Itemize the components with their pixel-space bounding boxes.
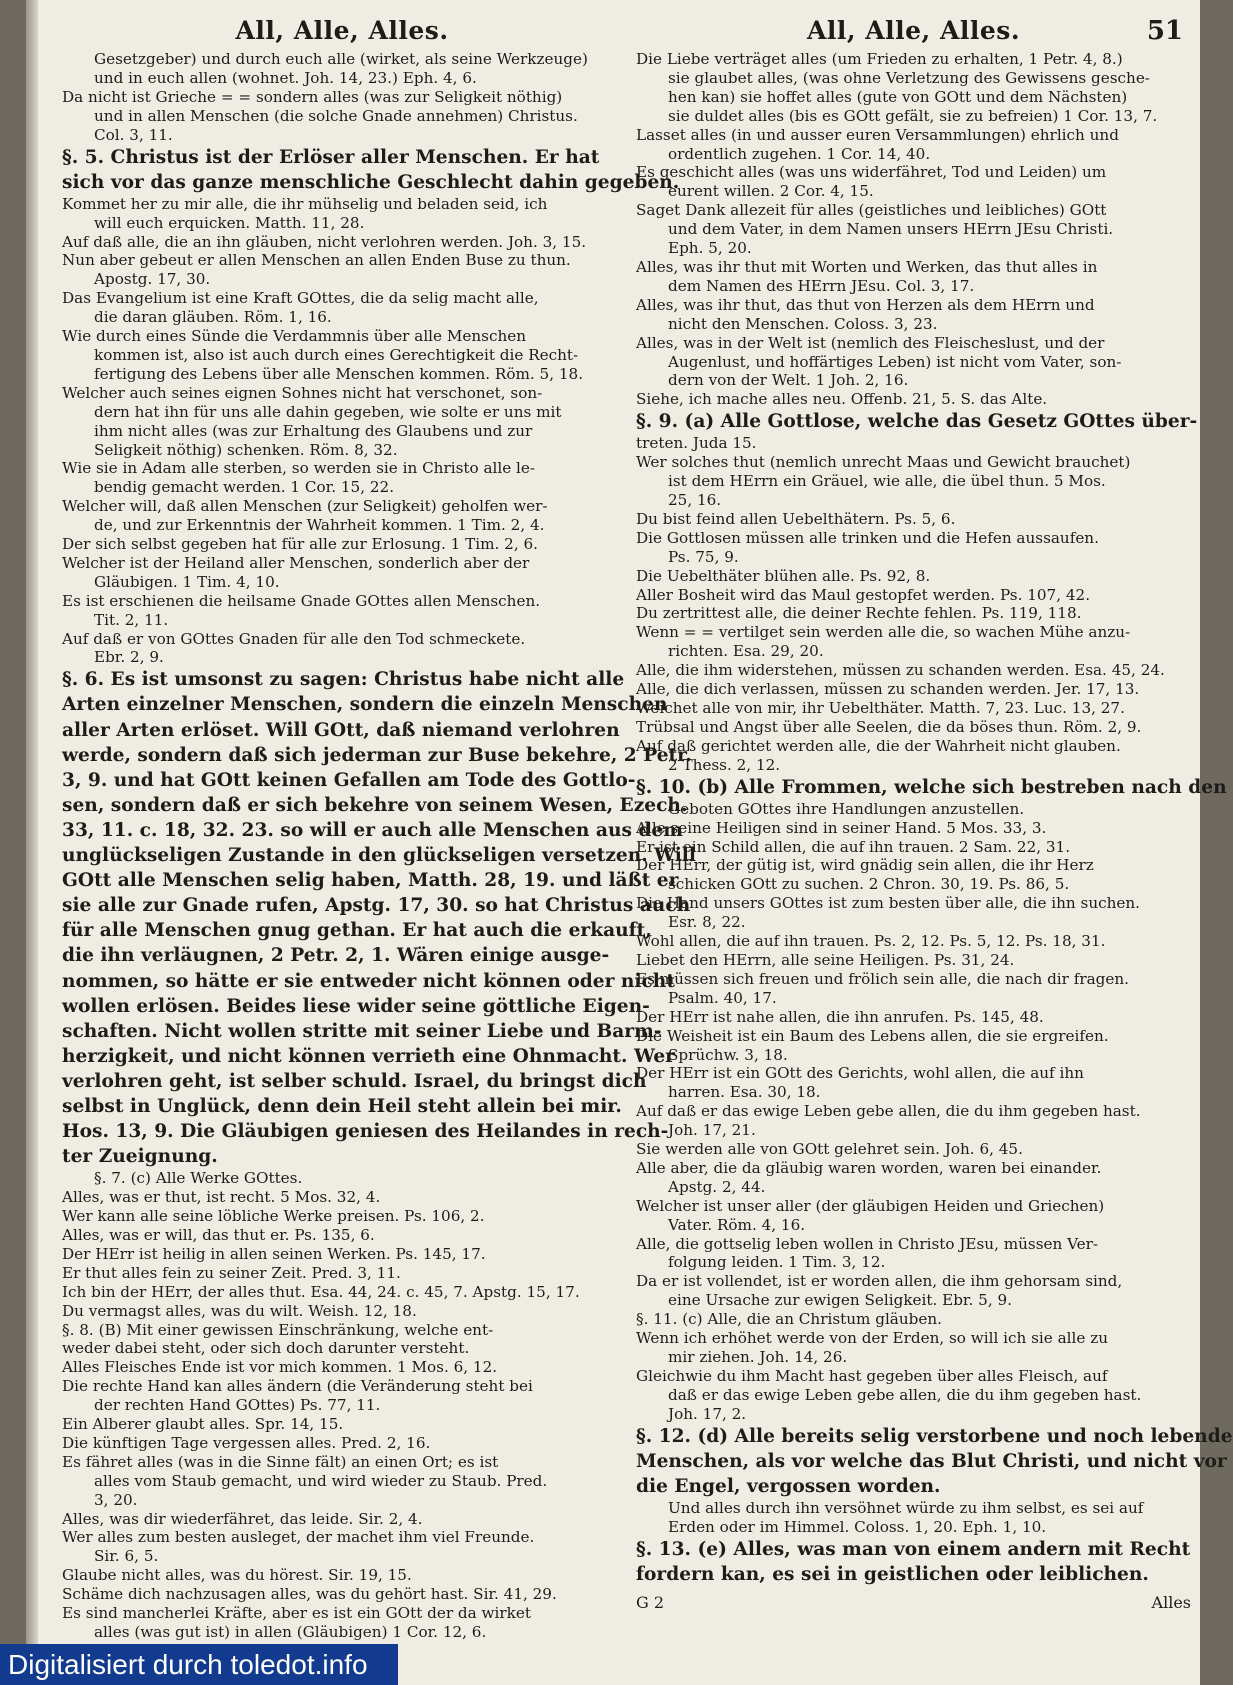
catchword: Alles [1151, 1592, 1191, 1612]
signature-mark: G 2 [636, 1592, 665, 1612]
text-line: sen, sondern daß er sich bekehre von seinem Wesen, Ezech. [62, 794, 688, 816]
text-line: Welcher ist der Heiland aller Menschen, sonderlich aber der [62, 553, 530, 572]
text-line: Es müssen sich freuen und frölich sein alle, die nach dir fragen. [636, 969, 1129, 988]
text-line: Alle, die gottselig leben wollen in Christo JEsu, müssen Ver- [636, 1234, 1099, 1253]
right-text-block [636, 50, 1233, 1587]
text-line: 2 Thess. 2, 12. [668, 755, 781, 774]
text-line: aller Arten erlöset. Will GOtt, daß niemand verlohren [62, 719, 620, 741]
text-line: weder dabei steht, oder sich doch darunter versteht. [62, 1339, 470, 1358]
text-line: Hos. 13, 9. Die Gläubigen geniesen des Heilandes in rech- [62, 1121, 669, 1143]
text-line: §. 7. (c) Alle Werke GOttes. [94, 1169, 303, 1188]
text-line: Der sich selbst gegeben hat für alle zur Erlosung. 1 Tim. 2, 6. [62, 535, 538, 554]
text-line: Die Hand unsers GOttes ist zum besten über alle, die ihn suchen. [636, 894, 1140, 913]
text-line: Die Uebelthäter blühen alle. Ps. 92, 8. [636, 566, 931, 585]
text-line: kommen ist, also ist auch durch eines Gerechtigkeit die Recht- [94, 345, 579, 364]
text-line: sie alle zur Gnade rufen, Apstg. 17, 30. so hat Christus auch [62, 895, 691, 917]
text-line: Lasset alles (in und ausser euren Versammlungen) ehrlich und [636, 125, 1119, 144]
text-line: Apostg. 17, 30. [94, 270, 211, 289]
text-line: Alle, die dich verlassen, müssen zu schanden werden. Jer. 17, 13. [636, 680, 1140, 699]
text-line: für alle Menschen gnug gethan. Er hat auch die erkauft, [62, 920, 652, 942]
text-line: Kommet her zu mir alle, die ihr mühselig und beladen seid, ich [62, 194, 548, 213]
text-line: unglückseligen Zustande in den glückseligen versetzen. Will [62, 845, 696, 867]
text-line: §. 11. (c) Alle, die an Christum gläuben. [636, 1310, 942, 1329]
text-line: Sir. 6, 5. [94, 1547, 159, 1566]
text-line: Seligkeit nöthig) schenken. Röm. 8, 32. [94, 440, 398, 459]
text-line: und in euch allen (wohnet. Joh. 14, 23.) Eph. 4, 6. [94, 68, 477, 87]
text-line: treten. Juda 15. [636, 434, 757, 453]
text-line: Alles Fleisches Ende ist vor mich kommen. 1 Mos. 6, 12. [62, 1358, 498, 1377]
text-line: Alles, was in der Welt ist (nemlich des Fleischeslust, und der [636, 333, 1105, 352]
text-line: Die rechte Hand kan alles ändern (die Veränderung steht bei [62, 1377, 533, 1396]
text-line: §. 5. Christus ist der Erlöser aller Menschen. Er hat [62, 146, 600, 168]
text-line: Tit. 2, 11. [94, 610, 169, 629]
text-line: Es ist erschienen die heilsame Gnade GOttes allen Menschen. [62, 591, 541, 610]
text-line: Ps. 75, 9. [668, 547, 739, 566]
digitization-watermark[interactable]: Digitalisiert durch toledot.info [0, 1644, 398, 1685]
text-line: folgung leiden. 1 Tim. 3, 12. [668, 1253, 886, 1272]
text-line: Das Evangelium ist eine Kraft GOttes, die da selig macht alle, [62, 289, 539, 308]
text-line: Der HErr ist nahe allen, die ihn anrufen. Ps. 145, 48. [636, 1007, 1044, 1026]
text-line: Wohl allen, die auf ihn trauen. Ps. 2, 12. Ps. 5, 12. Ps. 18, 31. [636, 932, 1106, 951]
text-line: GOtt alle Menschen selig haben, Matth. 28, 19. und läßt er [62, 870, 679, 892]
text-line: Der HErr ist ein GOtt des Gerichts, wohl allen, die auf ihn [636, 1064, 1084, 1083]
text-line: §. 10. (b) Alle Frommen, welche sich bestreben nach den [636, 776, 1227, 798]
text-line: Alles, was dir wiederfähret, das leide. Sir. 2, 4. [62, 1509, 423, 1528]
text-line: Liebet den HErrn, alle seine Heiligen. Ps. 31, 24. [636, 950, 1015, 969]
right-header-text: All, Alle, Alles. [806, 16, 1021, 45]
text-line: Esr. 8, 22. [668, 913, 746, 932]
text-line: nommen, so hätte er sie entweder nicht können oder nicht [62, 970, 675, 992]
text-line: fordern kan, es sei in geistlichen oder leiblichen. [636, 1563, 1149, 1585]
text-line: Welcher ist unser aller (der gläubigen Heiden und Griechen) [636, 1196, 1105, 1215]
page-number: 51 [1146, 16, 1183, 46]
text-line: 3, 20. [94, 1490, 138, 1509]
text-line: Welcher will, daß allen Menschen (zur Seligkeit) geholfen wer- [62, 497, 548, 516]
text-line: Du bist feind allen Uebelthätern. Ps. 5, 6. [636, 509, 956, 528]
text-line: eine Ursache zur ewigen Seligkeit. Ebr. 5, 9. [668, 1291, 1012, 1310]
text-line: §. 13. (e) Alles, was man von einem andern mit Recht [636, 1538, 1191, 1560]
text-line: sie glaubet alles, (was ohne Verletzung des Gewissens gesche- [668, 68, 1150, 87]
text-line: Vater. Röm. 4, 16. [668, 1215, 806, 1234]
text-line: Alle seine Heiligen sind in seiner Hand. 5 Mos. 33, 3. [636, 818, 1047, 837]
text-line: Geboten GOttes ihre Handlungen anzustellen. [668, 799, 1025, 818]
text-line: Der HErr ist heilig in allen seinen Werken. Ps. 145, 17. [62, 1244, 486, 1263]
text-line: Wer solches thut (nemlich unrecht Maas und Gewicht brauchet) [636, 453, 1131, 472]
text-line: Sprüchw. 3, 18. [668, 1045, 788, 1064]
text-line: Auf daß alle, die an ihn gläuben, nicht verlohren werden. Joh. 3, 15. [62, 232, 587, 251]
text-line: werde, sondern daß sich jederman zur Buse bekehre, 2 Petr. [62, 744, 692, 766]
text-line: selbst in Unglück, denn dein Heil steht allein bei mir. [62, 1095, 622, 1117]
text-line: Die Gottlosen müssen alle trinken und die Hefen aussaufen. [636, 528, 1099, 547]
text-line: dern hat ihn für uns alle dahin gegeben, wie solte er uns mit [94, 402, 562, 421]
text-line: Nun aber gebeut er allen Menschen an allen Enden Buse zu thun. [62, 251, 571, 270]
text-line: Aller Bosheit wird das Maul gestopfet werden. Ps. 107, 42. [636, 585, 1091, 604]
text-line: Psalm. 40, 17. [668, 988, 777, 1007]
text-line: Der HErr, der gütig ist, wird gnädig sein allen, die ihr Herz [636, 856, 1094, 875]
text-line: eurent willen. 2 Cor. 4, 15. [668, 182, 874, 201]
text-line: dern von der Welt. 1 Joh. 2, 16. [668, 371, 909, 390]
text-line: Menschen, als vor welche das Blut Christi, und nicht vor [636, 1450, 1227, 1472]
text-line: Saget Dank allezeit für alles (geistliches und leibliches) GOtt [636, 201, 1107, 220]
text-line: und dem Vater, in dem Namen unsers HErrn JEsu Christi. [668, 220, 1114, 239]
text-line: ist dem HErrn ein Gräuel, wie alle, die übel thun. 5 Mos. [668, 472, 1106, 491]
text-line: daß er das ewige Leben gebe allen, die du ihm gegeben hast. [668, 1385, 1142, 1404]
text-line: Alles, was ihr thut, das thut von Herzen als dem HErrn und [636, 295, 1095, 314]
text-line: Gleichwie du ihm Macht hast gegeben über alles Fleisch, auf [636, 1366, 1108, 1385]
text-line: sich vor das ganze menschliche Geschlecht dahin gegeben. [62, 171, 680, 193]
text-line: Alle aber, die da gläubig waren worden, waren bei einander. [636, 1158, 1102, 1177]
text-line: Wie sie in Adam alle sterben, so werden sie in Christo alle le- [62, 459, 536, 478]
text-line: bendig gemacht werden. 1 Cor. 15, 22. [94, 478, 395, 497]
text-line: Auf daß er von GOttes Gnaden für alle den Tod schmeckete. [62, 629, 526, 648]
text-line: Auf daß er das ewige Leben gebe allen, die du ihm gegeben hast. [636, 1102, 1141, 1121]
text-line: §. 9. (a) Alle Gottlose, welche das Gesetz GOttes über- [636, 411, 1198, 433]
text-line: die daran gläuben. Röm. 1, 16. [94, 308, 332, 327]
text-line: ihm nicht alles (was zur Erhaltung des Glaubens und zur [94, 421, 533, 440]
text-line: §. 6. Es ist umsonst zu sagen: Christus habe nicht alle [62, 669, 625, 691]
text-line: Es geschicht alles (was uns widerfähret, Tod und Leiden) um [636, 163, 1107, 182]
text-line: Ebr. 2, 9. [94, 648, 164, 667]
text-line: Welcher auch seines eignen Sohnes nicht hat verschonet, son- [62, 383, 543, 402]
text-line: Wie durch eines Sünde die Verdammnis über alle Menschen [62, 327, 527, 346]
text-line: Schäme dich nachzusagen alles, was du gehört hast. Sir. 41, 29. [62, 1585, 557, 1604]
text-line: will euch erquicken. Matth. 11, 28. [94, 213, 365, 232]
text-line: Wer alles zum besten ausleget, der machet ihm viel Freunde. [62, 1528, 535, 1547]
text-line: Erden oder im Himmel. Coloss. 1, 20. Eph. 1, 10. [668, 1517, 1047, 1536]
text-line: §. 12. (d) Alle bereits selig verstorbene und noch lebende [636, 1425, 1233, 1447]
text-line: Und alles durch ihn versöhnet würde zu ihm selbst, es sei auf [668, 1498, 1144, 1517]
text-line: und in allen Menschen (die solche Gnade annehmen) Christus. [94, 106, 578, 125]
text-line: Es sind mancherlei Kräfte, aber es ist ein GOtt der da wirket [62, 1604, 531, 1623]
text-line: Er ist ein Schild allen, die auf ihn trauen. 2 Sam. 22, 31. [636, 837, 1071, 856]
text-line: alles vom Staub gemacht, und wird wieder zu Staub. Pred. [94, 1471, 548, 1490]
text-line: Du zertrittest alle, die deiner Rechte fehlen. Ps. 119, 118. [636, 604, 1082, 623]
left-running-header: All, Alle, Alles. [235, 16, 449, 45]
text-line: Joh. 17, 2. [668, 1404, 747, 1423]
text-line: Da er ist vollendet, ist er worden allen, die ihm gehorsam sind, [636, 1272, 1123, 1291]
text-line: wollen erlösen. Beides liese wider seine göttliche Eigen- [62, 995, 650, 1017]
text-line: Da nicht ist Grieche = = sondern alles (was zur Seligkeit nöthig) [62, 87, 563, 106]
text-line: Die Liebe verträget alles (um Frieden zu erhalten, 1 Petr. 4, 8.) [636, 50, 1123, 68]
text-line: Die künftigen Tage vergessen alles. Pred. 2, 16. [62, 1433, 431, 1452]
text-line: Du vermagst alles, was du wilt. Weish. 12, 18. [62, 1301, 417, 1320]
text-line: Wenn = = vertilget sein werden alle die, so wachen Mühe anzu- [636, 623, 1131, 642]
text-line: Arten einzelner Menschen, sondern die einzeln Menschen [62, 694, 668, 716]
text-line: Es fähret alles (was in die Sinne fält) an einen Ort; es ist [62, 1452, 499, 1471]
right-column [636, 16, 1233, 1612]
text-line: Weichet alle von mir, ihr Uebelthäter. Matth. 7, 23. Luc. 13, 27. [636, 699, 1125, 717]
text-line: schaften. Nicht wollen stritte mit seiner Liebe und Barm- [62, 1020, 662, 1042]
text-line: ter Zueignung. [62, 1146, 218, 1168]
text-line: Alles, was er will, das thut er. Ps. 135, 6. [62, 1225, 375, 1244]
text-line: richten. Esa. 29, 20. [668, 642, 824, 661]
text-line: Joh. 17, 21. [668, 1121, 756, 1140]
text-line: dem Namen des HErrn JEsu. Col. 3, 17. [668, 276, 975, 295]
text-line: Alles, was ihr thut mit Worten und Werken, das thut alles in [636, 257, 1098, 276]
text-line: Alles, was er thut, ist recht. 5 Mos. 32, 4. [62, 1188, 381, 1207]
text-line: Er thut alles fein zu seiner Zeit. Pred. 3, 11. [62, 1263, 401, 1282]
text-line: Gläubigen. 1 Tim. 4, 10. [94, 572, 280, 591]
text-line: 25, 16. [668, 491, 722, 510]
text-line: nicht den Menschen. Coloss. 3, 23. [668, 314, 938, 333]
text-line: alles (was gut ist) in allen (Gläubigen) 1 Cor. 12, 6. [94, 1623, 487, 1641]
text-line: Wenn ich erhöhet werde von der Erden, so will ich sie alle zu [636, 1329, 1108, 1348]
text-line: die Engel, vergossen worden. [636, 1475, 941, 1497]
page-footer [636, 1593, 1191, 1612]
text-line: Gesetzgeber) und durch euch alle (wirket, als seine Werkzeuge) [94, 50, 588, 68]
scanned-page [26, 0, 1233, 1685]
text-line: de, und zur Erkenntnis der Wahrheit kommen. 1 Tim. 2, 4. [94, 516, 545, 535]
text-line: hen kan) sie hoffet alles (gute von GOtt und dem Nächsten) [668, 87, 1128, 106]
text-line: Eph. 5, 20. [668, 239, 752, 258]
text-line: Wer kann alle seine löbliche Werke preisen. Ps. 106, 2. [62, 1207, 485, 1226]
text-line: 3, 9. und hat GOtt keinen Gefallen am Tode des Gottlo- [62, 769, 636, 791]
text-line: Augenlust, und hoffärtiges Leben) ist nicht vom Vater, son- [668, 352, 1122, 371]
text-line: mir ziehen. Joh. 14, 26. [668, 1348, 848, 1366]
text-line: 33, 11. c. 18, 32. 23. so will er auch alle Menschen aus dem [62, 819, 683, 841]
text-line: Ein Alberer glaubt alles. Spr. 14, 15. [62, 1415, 344, 1434]
text-line: §. 8. (B) Mit einer gewissen Einschränkung, welche ent- [62, 1320, 494, 1339]
text-line: der rechten Hand GOttes) Ps. 77, 11. [94, 1396, 381, 1415]
text-line: die ihn verläugnen, 2 Petr. 2, 1. Wären einige ausge- [62, 945, 610, 967]
text-line: Ich bin der HErr, der alles thut. Esa. 44, 24. c. 45, 7. Apstg. 15, 17. [62, 1282, 580, 1301]
text-line: Col. 3, 11. [94, 125, 173, 144]
text-line: verlohren geht, ist selber schuld. Israel, du bringst dich [62, 1070, 647, 1092]
book-gutter [26, 0, 38, 1685]
text-line: Auf daß gerichtet werden alle, die der Wahrheit nicht glauben. [636, 736, 1121, 755]
text-line: Siehe, ich mache alles neu. Offenb. 21, 5. S. das Alte. [636, 390, 1048, 409]
text-line: Sie werden alle von GOtt gelehret sein. Joh. 6, 45. [636, 1140, 1023, 1159]
text-line: Die Weisheit ist ein Baum des Lebens allen, die sie ergreifen. [636, 1026, 1109, 1045]
text-line: herzigkeit, und nicht können verrieth eine Ohnmacht. Wer [62, 1045, 675, 1067]
text-line: schicken GOtt zu suchen. 2 Chron. 30, 19. Ps. 86, 5. [668, 875, 1070, 894]
right-running-header [636, 16, 1191, 46]
text-line: ordentlich zugehen. 1 Cor. 14, 40. [668, 144, 931, 163]
text-line: fertigung des Lebens über alle Menschen kommen. Röm. 5, 18. [94, 364, 584, 383]
text-line: Trübsal und Angst über alle Seelen, die da böses thun. Röm. 2, 9. [636, 717, 1142, 736]
text-line: harren. Esa. 30, 18. [668, 1083, 821, 1102]
text-line: Alle, die ihm widerstehen, müssen zu schanden werden. Esa. 45, 24. [636, 661, 1165, 680]
text-line: Glaube nicht alles, was du hörest. Sir. 19, 15. [62, 1566, 412, 1585]
text-line: Apstg. 2, 44. [668, 1177, 766, 1196]
text-line: sie duldet alles (bis es GOtt gefält, sie zu befreien) 1 Cor. 13, 7. [668, 106, 1158, 125]
